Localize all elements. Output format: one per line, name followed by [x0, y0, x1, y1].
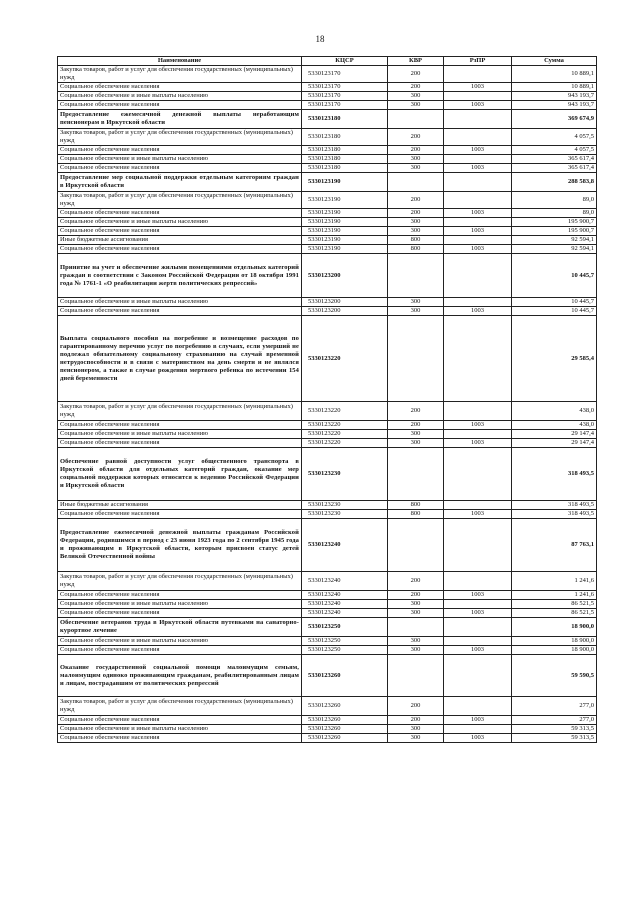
cell-name: Закупка товаров, работ и услуг для обеспечения государственных (муниципальных) нужд	[58, 129, 302, 146]
cell-kcsr: 5330123190	[302, 236, 388, 245]
table-row	[58, 110, 597, 129]
cell-sum: 1 241,6	[512, 572, 597, 591]
cell-kcsr: 5330123220	[302, 439, 388, 448]
cell-rzpr	[444, 572, 512, 591]
cell-kvr: 300	[388, 307, 444, 316]
cell-kcsr: 5330123230	[302, 448, 388, 501]
cell-kcsr: 5330123240	[302, 609, 388, 618]
cell-kvr	[388, 448, 444, 501]
cell-name: Социальное обеспечение населения	[58, 101, 302, 110]
cell-sum: 365 617,4	[512, 164, 597, 173]
cell-sum: 943 193,7	[512, 101, 597, 110]
cell-name: Социальное обеспечение населения	[58, 164, 302, 173]
cell-sum: 10 889,1	[512, 83, 597, 92]
cell-name: Социальное обеспечение населения	[58, 591, 302, 600]
table-row	[58, 164, 597, 173]
cell-name: Социальное обеспечение населения	[58, 439, 302, 448]
cell-name: Оказание государственной социальной помощи малоимущим семьям, малоимущим одиноко проживающим гражданам, реабилитированным лицам и лицам, пострадавшим от политических репрессий	[58, 655, 302, 697]
cell-kcsr: 5330123250	[302, 618, 388, 637]
cell-name: Принятие на учет и обеспечение жилыми помещениями отдельных категорий граждан в соответствии с Законом Российской Федерации от 18 октября 1991 года № 1761-1 «О реабилитации жертв политических репрессий»	[58, 254, 302, 298]
table-row	[58, 637, 597, 646]
cell-kvr	[388, 655, 444, 697]
cell-kcsr: 5330123230	[302, 501, 388, 510]
cell-sum: 438,0	[512, 402, 597, 421]
column-header-sum: Сумма	[512, 57, 597, 66]
table-row	[58, 218, 597, 227]
cell-kvr	[388, 316, 444, 402]
table-row	[58, 600, 597, 609]
cell-rzpr	[444, 402, 512, 421]
table-row	[58, 725, 597, 734]
table-row	[58, 92, 597, 101]
cell-rzpr	[444, 110, 512, 129]
cell-kvr: 300	[388, 101, 444, 110]
cell-rzpr: 1003	[444, 164, 512, 173]
cell-sum: 29 147,4	[512, 430, 597, 439]
cell-sum: 92 594,1	[512, 236, 597, 245]
cell-rzpr: 1003	[444, 734, 512, 743]
cell-rzpr: 1003	[444, 245, 512, 254]
table-row	[58, 402, 597, 421]
cell-kcsr: 5330123240	[302, 519, 388, 572]
cell-name: Социальное обеспечение и иные выплаты населению	[58, 92, 302, 101]
cell-kvr: 300	[388, 439, 444, 448]
cell-name: Иные бюджетные ассигнования	[58, 501, 302, 510]
cell-sum: 438,0	[512, 421, 597, 430]
cell-kvr: 200	[388, 192, 444, 209]
table-row	[58, 510, 597, 519]
cell-name: Закупка товаров, работ и услуг для обеспечения государственных (муниципальных) нужд	[58, 402, 302, 421]
cell-sum: 369 674,9	[512, 110, 597, 129]
cell-kcsr: 5330123260	[302, 716, 388, 725]
cell-sum: 288 583,8	[512, 173, 597, 192]
cell-kcsr: 5330123190	[302, 209, 388, 218]
table-row	[58, 646, 597, 655]
cell-kvr: 300	[388, 298, 444, 307]
cell-kcsr: 5330123220	[302, 316, 388, 402]
cell-kvr: 200	[388, 146, 444, 155]
cell-name: Социальное обеспечение населения	[58, 146, 302, 155]
cell-kvr: 200	[388, 129, 444, 146]
table-row	[58, 101, 597, 110]
cell-name: Закупка товаров, работ и услуг для обеспечения государственных (муниципальных) нужд	[58, 572, 302, 591]
column-header-kvr: КВР	[388, 57, 444, 66]
cell-sum: 59 313,5	[512, 725, 597, 734]
cell-kvr: 800	[388, 501, 444, 510]
cell-kvr: 200	[388, 421, 444, 430]
cell-name: Социальное обеспечение населения	[58, 421, 302, 430]
cell-kvr: 200	[388, 66, 444, 83]
budget-table	[57, 56, 597, 743]
cell-name: Социальное обеспечение населения	[58, 209, 302, 218]
cell-kcsr: 5330123250	[302, 646, 388, 655]
cell-rzpr: 1003	[444, 146, 512, 155]
cell-kcsr: 5330123170	[302, 92, 388, 101]
table-row	[58, 83, 597, 92]
cell-kvr: 300	[388, 646, 444, 655]
cell-sum: 18 900,0	[512, 637, 597, 646]
cell-sum: 89,0	[512, 209, 597, 218]
cell-name: Социальное обеспечение и иные выплаты населению	[58, 600, 302, 609]
cell-rzpr	[444, 316, 512, 402]
column-header-kcsr: КЦСР	[302, 57, 388, 66]
cell-sum: 18 900,0	[512, 618, 597, 637]
cell-rzpr: 1003	[444, 307, 512, 316]
column-header-rzpr: РзПР	[444, 57, 512, 66]
cell-sum: 10 889,1	[512, 66, 597, 83]
cell-name: Социальное обеспечение и иные выплаты населению	[58, 218, 302, 227]
cell-name: Предоставление ежемесячной денежной выплаты гражданам Российской Федерации, родившимся в период с 23 июня 1923 года по 2 сентября 1945 года и проживающим в Иркутской области, которым присвоен статус детей Великой Отечественной войны	[58, 519, 302, 572]
cell-kcsr: 5330123200	[302, 307, 388, 316]
cell-rzpr: 1003	[444, 209, 512, 218]
cell-kcsr: 5330123240	[302, 600, 388, 609]
cell-rzpr	[444, 697, 512, 716]
cell-kcsr: 5330123180	[302, 164, 388, 173]
table-row	[58, 146, 597, 155]
cell-sum: 195 900,7	[512, 227, 597, 236]
cell-kvr	[388, 254, 444, 298]
table-row	[58, 236, 597, 245]
cell-kvr: 200	[388, 716, 444, 725]
cell-rzpr	[444, 298, 512, 307]
cell-kvr	[388, 173, 444, 192]
cell-sum: 10 445,7	[512, 298, 597, 307]
table-row	[58, 501, 597, 510]
table-row	[58, 209, 597, 218]
cell-sum: 59 590,5	[512, 655, 597, 697]
cell-kvr: 200	[388, 697, 444, 716]
cell-rzpr	[444, 129, 512, 146]
table-row	[58, 609, 597, 618]
cell-rzpr: 1003	[444, 646, 512, 655]
cell-kcsr: 5330123180	[302, 146, 388, 155]
cell-kcsr: 5330123190	[302, 192, 388, 209]
cell-kcsr: 5330123260	[302, 734, 388, 743]
cell-sum: 365 617,4	[512, 155, 597, 164]
table-row	[58, 227, 597, 236]
cell-name: Социальное обеспечение населения	[58, 307, 302, 316]
cell-kcsr: 5330123190	[302, 227, 388, 236]
cell-kvr: 300	[388, 637, 444, 646]
cell-name: Социальное обеспечение населения	[58, 716, 302, 725]
cell-rzpr	[444, 618, 512, 637]
cell-kcsr: 5330123240	[302, 591, 388, 600]
cell-kvr: 800	[388, 236, 444, 245]
table-row	[58, 421, 597, 430]
cell-name: Социальное обеспечение населения	[58, 609, 302, 618]
cell-rzpr	[444, 600, 512, 609]
cell-sum: 277,0	[512, 697, 597, 716]
cell-kvr: 300	[388, 164, 444, 173]
cell-kcsr: 5330123220	[302, 402, 388, 421]
table-row	[58, 430, 597, 439]
table-row	[58, 155, 597, 164]
cell-sum: 10 445,7	[512, 307, 597, 316]
cell-name: Закупка товаров, работ и услуг для обеспечения государственных (муниципальных) нужд	[58, 192, 302, 209]
cell-sum: 318 493,5	[512, 501, 597, 510]
cell-kvr: 300	[388, 430, 444, 439]
table-row	[58, 716, 597, 725]
cell-rzpr: 1003	[444, 101, 512, 110]
cell-rzpr	[444, 92, 512, 101]
cell-name: Социальное обеспечение и иные выплаты населению	[58, 155, 302, 164]
cell-sum: 29 147,4	[512, 439, 597, 448]
table-row	[58, 307, 597, 316]
cell-rzpr	[444, 637, 512, 646]
cell-sum: 59 313,5	[512, 734, 597, 743]
cell-rzpr: 1003	[444, 591, 512, 600]
cell-name: Предоставление мер социальной поддержки отдельным категориям граждан в Иркутской области	[58, 173, 302, 192]
cell-kcsr: 5330123260	[302, 697, 388, 716]
table-row	[58, 697, 597, 716]
cell-name: Социальное обеспечение населения	[58, 646, 302, 655]
cell-kvr: 300	[388, 600, 444, 609]
cell-name: Социальное обеспечение и иные выплаты населению	[58, 637, 302, 646]
table-row	[58, 254, 597, 298]
table-row	[58, 439, 597, 448]
cell-kvr: 300	[388, 92, 444, 101]
cell-kvr: 300	[388, 218, 444, 227]
cell-kcsr: 5330123260	[302, 655, 388, 697]
cell-sum: 89,0	[512, 192, 597, 209]
cell-rzpr	[444, 448, 512, 501]
table-row	[58, 129, 597, 146]
cell-name: Социальное обеспечение и иные выплаты населению	[58, 725, 302, 734]
cell-name: Иные бюджетные ассигнования	[58, 236, 302, 245]
cell-name: Социальное обеспечение населения	[58, 734, 302, 743]
table-row	[58, 519, 597, 572]
cell-kcsr: 5330123180	[302, 155, 388, 164]
cell-rzpr	[444, 725, 512, 734]
cell-name: Выплата социального пособия на погребение и возмещение расходов по гарантированному перечню услуг по погребению в случаях, если умерший не подлежал обязательному социальному страхованию на случай временной нетрудоспособности и в связи с материнством на день смерти и не являлся пенсионером, а также в случае рождения мертвого ребенка по истечении 154 дней беременности	[58, 316, 302, 402]
table-row	[58, 448, 597, 501]
cell-sum: 195 900,7	[512, 218, 597, 227]
cell-sum: 86 521,5	[512, 609, 597, 618]
table-row	[58, 572, 597, 591]
cell-kcsr: 5330123170	[302, 101, 388, 110]
cell-rzpr	[444, 501, 512, 510]
cell-kcsr: 5330123230	[302, 510, 388, 519]
cell-kvr: 200	[388, 572, 444, 591]
cell-name: Обеспечение равной доступности услуг общественного транспорта в Иркутской области для отдельных категорий граждан, оказание мер социальной поддержки которых относится к ведению Российской Федерации и Иркутской области	[58, 448, 302, 501]
cell-rzpr	[444, 519, 512, 572]
cell-name: Социальное обеспечение населения	[58, 510, 302, 519]
cell-kvr: 200	[388, 591, 444, 600]
cell-sum: 10 445,7	[512, 254, 597, 298]
cell-kcsr: 5330123170	[302, 83, 388, 92]
table-row	[58, 173, 597, 192]
cell-name: Обеспечение ветеранов труда в Иркутской области путевками на санаторно-курортное лечение	[58, 618, 302, 637]
cell-kcsr: 5330123240	[302, 572, 388, 591]
cell-kvr: 200	[388, 402, 444, 421]
cell-rzpr: 1003	[444, 716, 512, 725]
cell-sum: 86 521,5	[512, 600, 597, 609]
cell-kvr: 300	[388, 734, 444, 743]
cell-kvr: 300	[388, 155, 444, 164]
cell-kvr	[388, 519, 444, 572]
table-row	[58, 66, 597, 83]
cell-rzpr: 1003	[444, 83, 512, 92]
cell-name: Социальное обеспечение и иные выплаты населению	[58, 298, 302, 307]
cell-kcsr: 5330123220	[302, 421, 388, 430]
cell-kcsr: 5330123260	[302, 725, 388, 734]
cell-kcsr: 5330123250	[302, 637, 388, 646]
cell-sum: 4 057,5	[512, 146, 597, 155]
cell-name: Закупка товаров, работ и услуг для обеспечения государственных (муниципальных) нужд	[58, 66, 302, 83]
cell-rzpr	[444, 254, 512, 298]
page-number: 18	[315, 34, 325, 44]
cell-kvr: 300	[388, 725, 444, 734]
cell-sum: 318 493,5	[512, 510, 597, 519]
cell-rzpr	[444, 192, 512, 209]
table-row	[58, 618, 597, 637]
cell-rzpr: 1003	[444, 609, 512, 618]
cell-rzpr: 1003	[444, 227, 512, 236]
table-header-row	[58, 57, 597, 66]
cell-kcsr: 5330123200	[302, 254, 388, 298]
table-body	[58, 66, 597, 743]
cell-name: Предоставление ежемесячной денежной выплаты неработающим пенсионерам в Иркутской области	[58, 110, 302, 129]
table-row	[58, 655, 597, 697]
cell-rzpr	[444, 218, 512, 227]
cell-kvr: 300	[388, 609, 444, 618]
cell-kvr	[388, 618, 444, 637]
cell-rzpr: 1003	[444, 421, 512, 430]
cell-kvr: 200	[388, 83, 444, 92]
cell-sum: 92 594,1	[512, 245, 597, 254]
cell-rzpr	[444, 430, 512, 439]
table-row	[58, 298, 597, 307]
cell-kvr: 300	[388, 227, 444, 236]
cell-sum: 277,0	[512, 716, 597, 725]
cell-rzpr	[444, 173, 512, 192]
cell-kcsr: 5330123180	[302, 129, 388, 146]
cell-kcsr: 5330123200	[302, 298, 388, 307]
cell-kcsr: 5330123190	[302, 218, 388, 227]
cell-name: Социальное обеспечение населения	[58, 83, 302, 92]
cell-name: Социальное обеспечение населения	[58, 245, 302, 254]
cell-kvr: 800	[388, 510, 444, 519]
table-row	[58, 316, 597, 402]
cell-sum: 4 057,5	[512, 129, 597, 146]
cell-kvr: 200	[388, 209, 444, 218]
cell-sum: 318 493,5	[512, 448, 597, 501]
cell-kcsr: 5330123180	[302, 110, 388, 129]
cell-rzpr	[444, 155, 512, 164]
cell-rzpr: 1003	[444, 439, 512, 448]
cell-sum: 29 585,4	[512, 316, 597, 402]
cell-name: Социальное обеспечение и иные выплаты населению	[58, 430, 302, 439]
cell-sum: 943 193,7	[512, 92, 597, 101]
cell-kcsr: 5330123170	[302, 66, 388, 83]
table-row	[58, 591, 597, 600]
table-row	[58, 734, 597, 743]
cell-kcsr: 5330123190	[302, 173, 388, 192]
cell-kvr: 800	[388, 245, 444, 254]
cell-name: Социальное обеспечение населения	[58, 227, 302, 236]
table-row	[58, 245, 597, 254]
cell-rzpr: 1003	[444, 510, 512, 519]
cell-rzpr	[444, 236, 512, 245]
cell-name: Закупка товаров, работ и услуг для обеспечения государственных (муниципальных) нужд	[58, 697, 302, 716]
cell-sum: 18 900,0	[512, 646, 597, 655]
cell-kcsr: 5330123190	[302, 245, 388, 254]
cell-kvr	[388, 110, 444, 129]
table-row	[58, 192, 597, 209]
cell-kcsr: 5330123220	[302, 430, 388, 439]
cell-rzpr	[444, 66, 512, 83]
cell-sum: 1 241,6	[512, 591, 597, 600]
cell-sum: 87 763,1	[512, 519, 597, 572]
cell-rzpr	[444, 655, 512, 697]
column-header-name: Наименование	[58, 57, 302, 66]
